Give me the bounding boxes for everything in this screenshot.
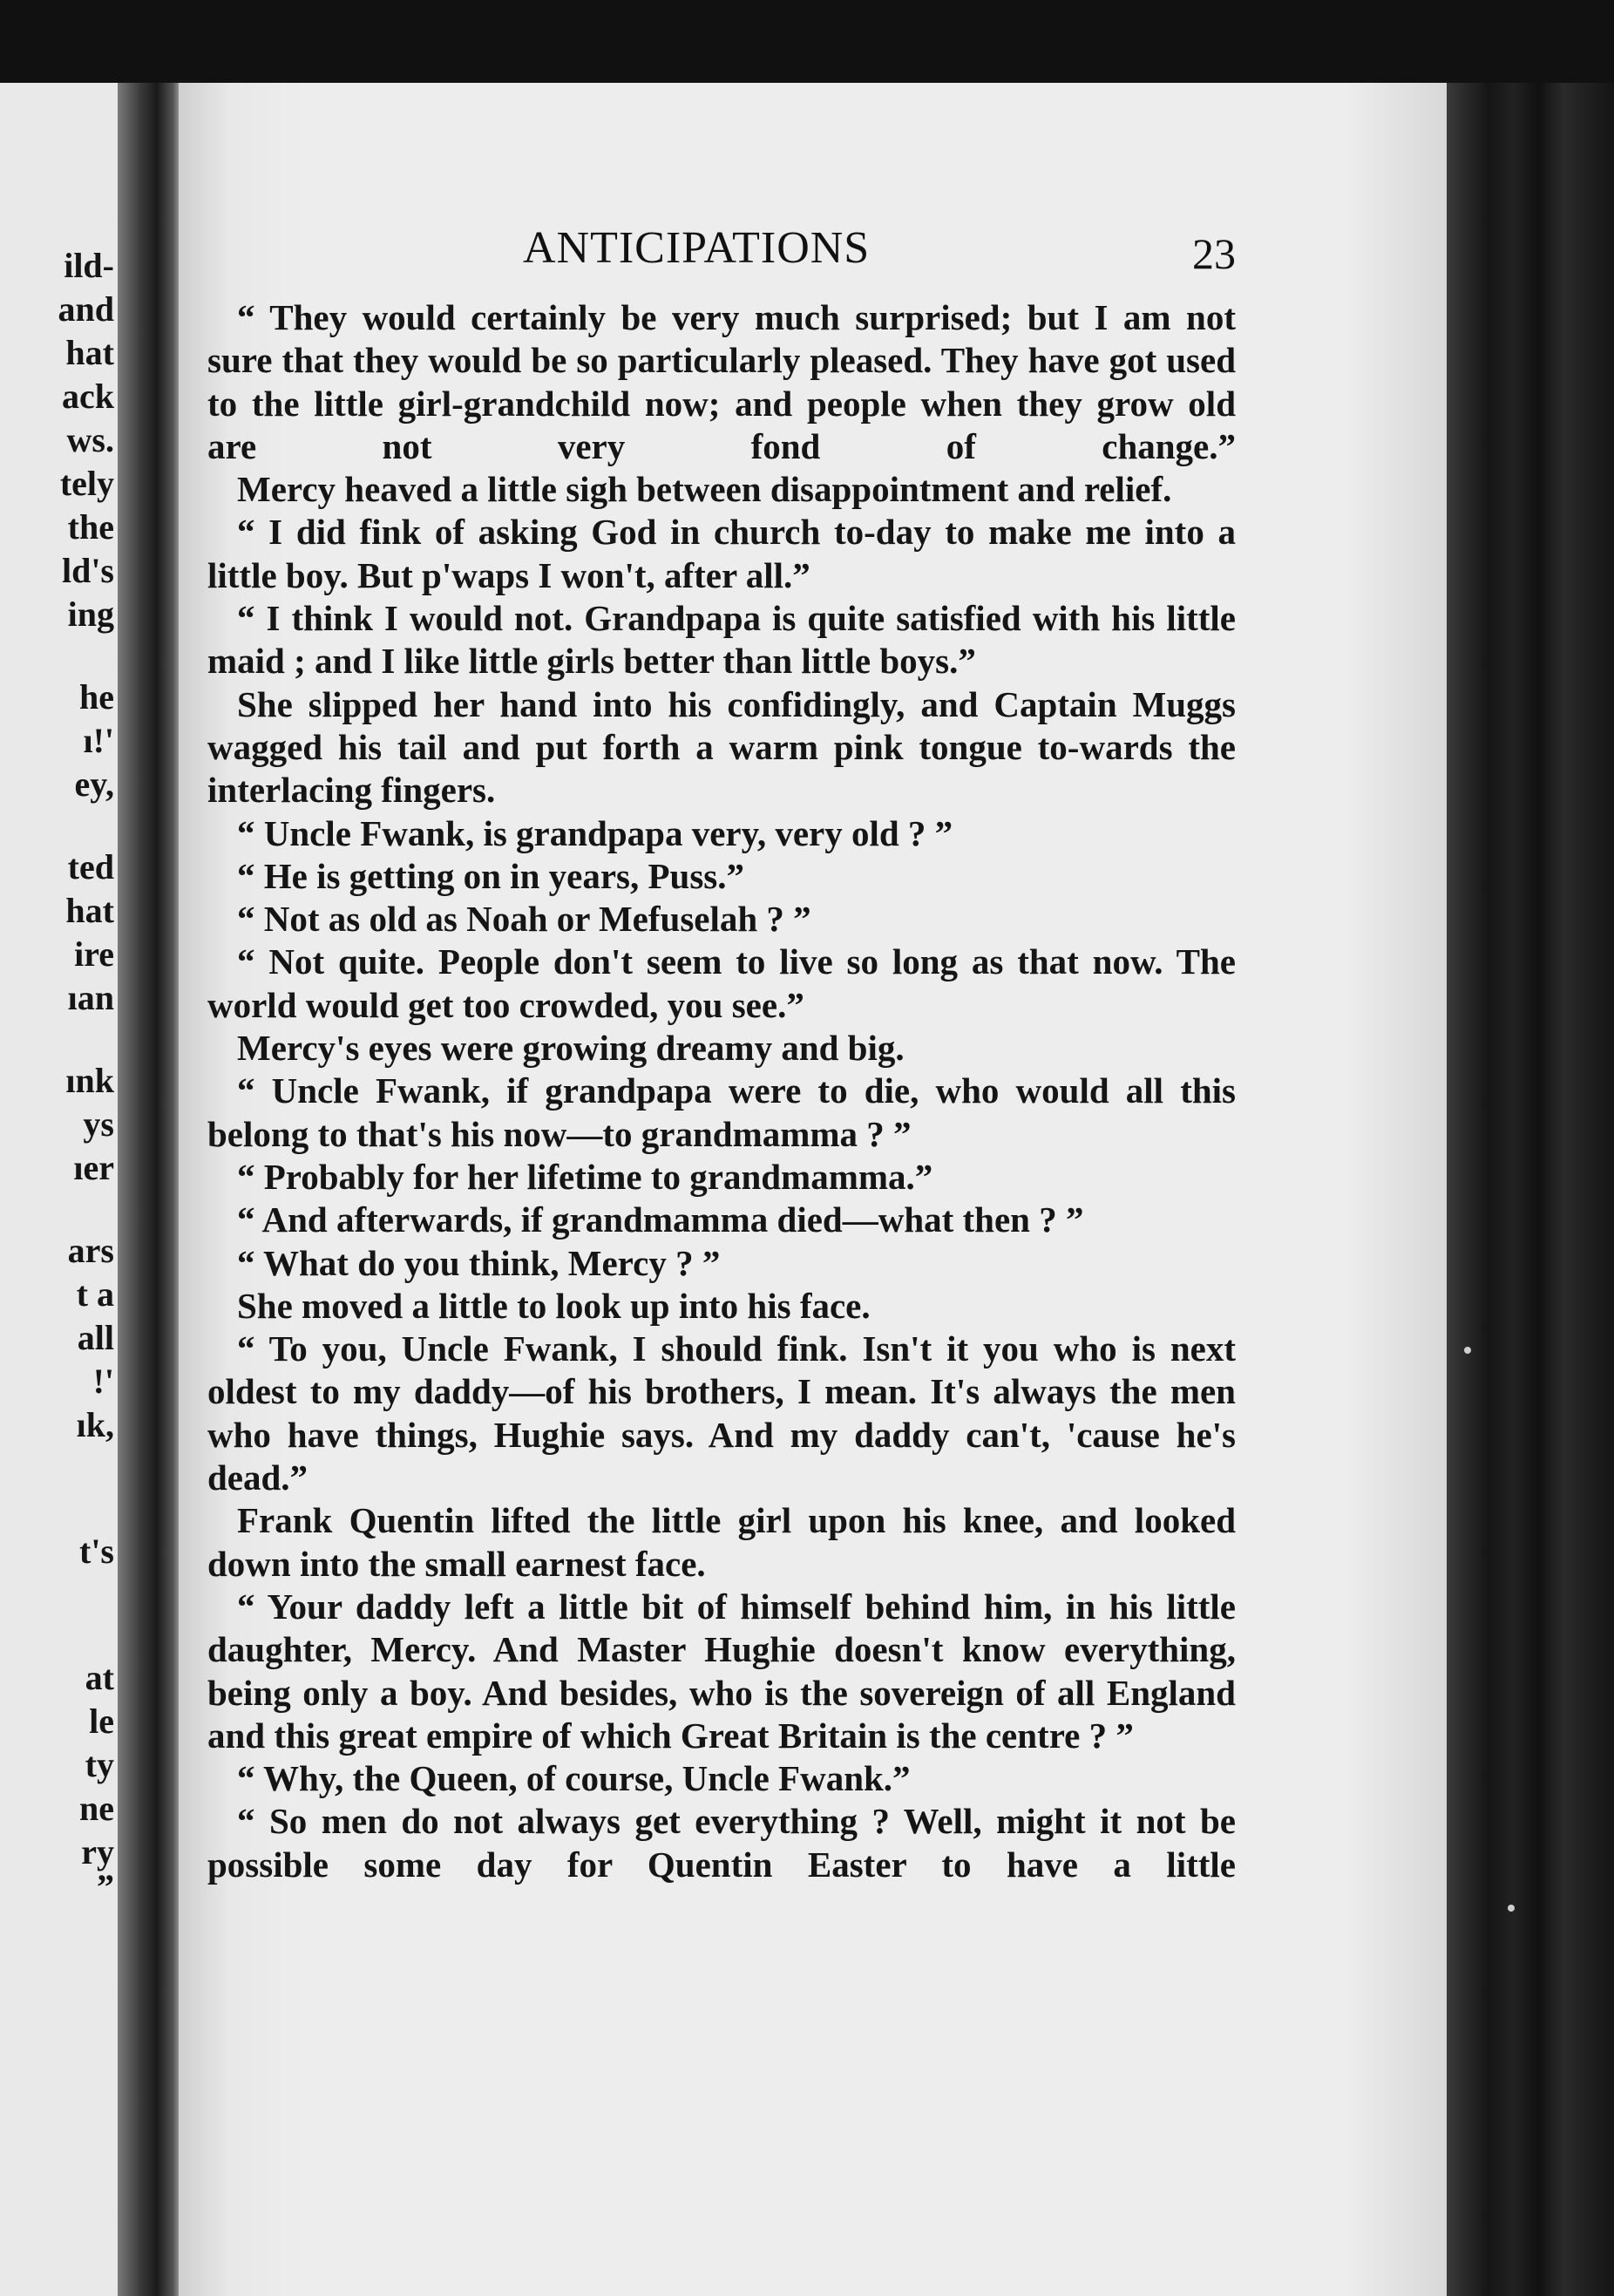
left-page-text-fragment: le — [89, 1702, 114, 1741]
left-page-text-fragment: ıan — [67, 978, 114, 1017]
left-page-text-fragment: ık, — [76, 1405, 114, 1444]
paragraph: “ He is getting on in years, Puss.” — [237, 855, 744, 896]
left-page-text-fragment: ire — [74, 934, 114, 974]
left-page-text-fragment: at — [85, 1658, 114, 1697]
dust-speck — [1508, 1905, 1515, 1912]
paragraph: “ They would certainly be very much surprised; but I am not sure that they would be so particularly pleased. They have got used to the little girl-grandchild now; and people when they grow old are not very fond of change.” — [207, 297, 1236, 466]
paragraph: Mercy's eyes were growing dreamy and big. — [237, 1028, 905, 1069]
paragraph: “ I did fink of asking God in church to-day to make me into a little boy. But p'waps I won't, after all.” — [207, 512, 1236, 595]
paragraph: “ To you, Uncle Fwank, I should fink. Isn't it you who is next oldest to my daddy—of his brothers, I mean. It's always the men who have things, Hughie says. And my daddy can't, 'cause he's dead.” — [207, 1328, 1236, 1498]
left-page-text-fragment: ted — [67, 847, 114, 886]
left-page-text-fragment: hat — [65, 891, 114, 930]
left-page-text-fragment: ys — [83, 1104, 114, 1144]
left-facing-page — [0, 83, 118, 2296]
paragraph: “ Probably for her lifetime to grandmamma.” — [237, 1156, 933, 1197]
left-page-text-fragment: ry — [81, 1832, 114, 1871]
left-page-text-fragment: and — [58, 289, 114, 329]
book-gutter-shadow — [118, 83, 183, 2296]
paragraph: “ Why, the Queen, of course, Uncle Fwank.” — [237, 1758, 911, 1799]
dust-speck — [1464, 1347, 1471, 1354]
paragraph: “ Uncle Fwank, is grandpapa very, very old ? ” — [237, 812, 953, 853]
left-page-text-fragment: ild- — [64, 246, 114, 285]
paragraph: “ Your daddy left a little bit of himself behind him, in his little daughter, Mercy. And Master Hughie doesn't know everything, being only a boy. And besides, who is the sovereign of all England and this great empire of which Great Britain is the centre ? ” — [207, 1586, 1236, 1756]
left-page-text-fragment: ld's — [61, 551, 114, 590]
paragraph: “ And afterwards, if grandmamma died—what then ? ” — [237, 1199, 1084, 1240]
left-page-text-fragment: t a — [76, 1274, 114, 1314]
paragraph: Mercy heaved a little sigh between disappointment and relief. — [237, 469, 1172, 510]
left-page-text-fragment: ne — [79, 1789, 114, 1828]
paragraph: Frank Quentin lifted the little girl upon his knee, and looked down into the small earnest face. — [207, 1500, 1236, 1584]
left-page-text-fragment: the — [67, 507, 114, 547]
left-page-text-fragment: he — [79, 677, 114, 717]
paragraph: “ So men do not always get everything ? Well, might it not be possible some day for Quentin Easter to have a little — [207, 1801, 1236, 1885]
left-page-text-fragment: ty — [85, 1745, 114, 1784]
scan-background-top — [0, 0, 1614, 83]
paragraph: “ Not quite. People don't seem to live so long as that now. The world would get too crowded, you see.” — [207, 941, 1236, 1025]
paragraph: “ I think I would not. Grandpapa is quite satisfied with his little maid ; and I like little girls better than little boys.” — [207, 598, 1236, 682]
left-page-text-fragment: !' — [92, 1362, 114, 1401]
left-page-text-fragment: tely — [59, 464, 114, 503]
left-page-text-fragment: t's — [79, 1532, 114, 1571]
paragraph: “ Not as old as Noah or Mefuselah ? ” — [237, 899, 811, 940]
left-page-text-fragment: hat — [65, 333, 114, 372]
page-body-text — [207, 296, 1236, 1886]
left-page-text-fragment: all — [77, 1318, 114, 1357]
left-page-text-fragment: ing — [67, 594, 114, 634]
left-page-text-fragment: ey, — [74, 764, 114, 804]
paragraph: She slipped her hand into his confidingly, and Captain Muggs wagged his tail and put forth a warm pink tongue to-wards the interlacing fingers. — [207, 683, 1236, 811]
left-page-text-fragment: ı!' — [83, 721, 114, 760]
left-page-text-fragment: ws. — [66, 420, 114, 459]
left-page-text-fragment: ınk — [65, 1061, 114, 1100]
left-page-text-fragment: ” — [97, 1867, 114, 1906]
paragraph: “ Uncle Fwank, if grandpapa were to die, who would all this belong to that's his now—to grandmamma ? ” — [207, 1070, 1236, 1154]
paragraph: “ What do you think, Mercy ? ” — [237, 1242, 721, 1283]
left-page-text-fragment: ars — [67, 1231, 114, 1270]
scan-background-right — [1447, 83, 1614, 2296]
paragraph: She moved a little to look up into his face. — [237, 1285, 871, 1326]
left-page-text-fragment: ıer — [73, 1148, 114, 1187]
page-number: 23 — [1192, 229, 1236, 278]
running-title: ANTICIPATIONS — [523, 223, 871, 273]
left-page-text-fragment: ack — [62, 377, 114, 416]
